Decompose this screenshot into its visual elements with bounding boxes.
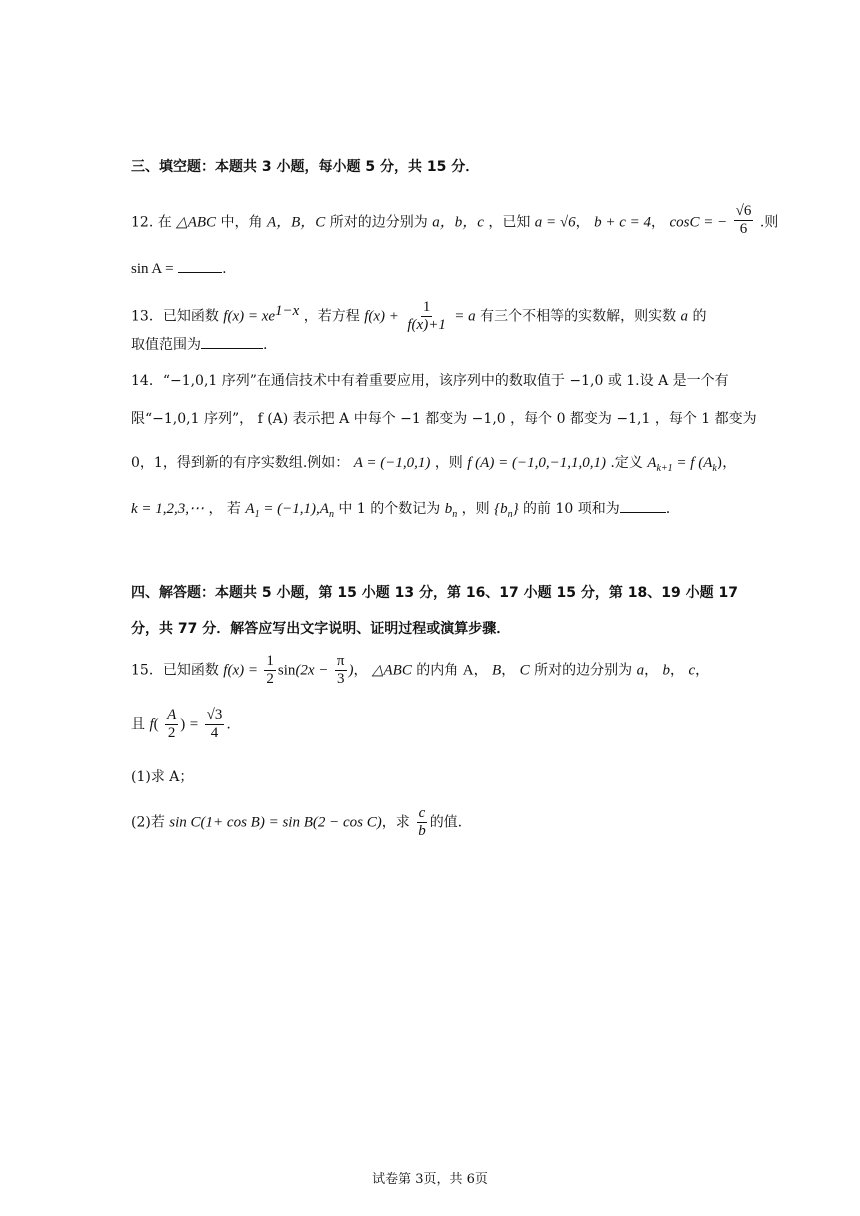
q14-count-text: 中 1 的个数记为 (338, 501, 441, 517)
q12-cos-fraction (734, 204, 754, 237)
q15-angle-a: A (462, 662, 474, 679)
q13-end: . (263, 337, 268, 353)
question-13-line-2 (131, 338, 267, 352)
q13-lead: 13．已知函数 (131, 308, 219, 325)
q14-example-a: A = (−1,0,1) (353, 455, 431, 471)
question-15-part-2 (131, 806, 462, 839)
q14-l3-define: .定义 (610, 455, 643, 471)
q14-sum-text: 的前 10 项和为 (523, 501, 620, 517)
q12-cond-cos-left: cosC = − (669, 214, 728, 231)
q12-sides: a，b，c (432, 214, 484, 231)
q14-bn-seq: $\{b_n\}$ (494, 501, 519, 520)
q12-text3: ，已知 (488, 214, 531, 231)
section-4-heading-line-1: 四、解答题：本题共 5 小题，第 15 小题 13 分，第 16、17 小题 15 分，第 18、19 小题 17 (131, 585, 738, 601)
q15-lead: 15．已知函数 (131, 662, 219, 679)
q14-example-fa: f (A) = (−1,0,−1,1,0,1) (467, 455, 606, 471)
question-14-line-4 (131, 502, 670, 520)
q14-recurrence: $A_{k+1} = f$ ($A_k$ (647, 455, 717, 474)
q14-k-range: k = 1,2,3,⋯ (131, 501, 205, 517)
q13-func-exp: 1−x (275, 302, 300, 319)
q14-bn: $b_n$ (444, 501, 458, 520)
q13-eq-left: f(x) + (364, 308, 399, 325)
q14-a1: $A_1 = (-1,1),A_n$ (245, 501, 334, 520)
q12-text2: 所对的边分别为 (329, 214, 428, 231)
q15-side-a: a (636, 662, 645, 679)
q15-angle-b: B (492, 662, 502, 679)
q14-l3-text: 0，1，得到新的有序实数组.例如： (131, 455, 350, 471)
section-4-heading-line-2: 分，共 77 分．解答应写出文字说明、证明过程或演算步骤． (131, 621, 511, 637)
question-14-line-1: 14．“−1,0,1 序列”在通信技术中有着重要应用，该序列中的数取值于 −1,0 或 1.设 A 是一个有 (131, 373, 729, 389)
q15-arg-right: ) (348, 662, 354, 679)
q13-eq-right: = a (454, 308, 476, 325)
q12-cond-a: a = √6 (534, 214, 576, 231)
q12-cos-den: 6 (739, 221, 748, 237)
question-15-condition: 且 f( $\frac{A}{2}$ ) = $\frac{√3}{4}$ . (131, 707, 231, 741)
section-3-heading: 三、填空题：本题共 3 小题，每小题 5 分，共 15 分． (131, 159, 480, 175)
q14-end: . (665, 501, 671, 517)
q15-p2-equation: sin C(1+ cos B) = sin B(2 − cos C) (169, 814, 382, 831)
q12-lead: 12. 在 (131, 214, 172, 231)
q15-f-left: f(x) = (223, 662, 258, 679)
q13-text1: ，若方程 (303, 308, 360, 325)
q13-text3: 的 (692, 308, 707, 325)
question-13-line-1 (131, 300, 707, 333)
q13-var: a (680, 308, 689, 325)
q14-then: ，则 (461, 501, 490, 517)
page-footer: 试卷第 3页，共 6页 (372, 1172, 488, 1187)
q14-answer-blank[interactable] (620, 511, 666, 513)
q15-half-fraction: $\frac{1}{2}$ (266, 653, 274, 687)
q12-end: . (222, 261, 227, 277)
question-14-line-3 (131, 456, 736, 474)
q15-cond-arg-fraction: $\frac{A}{2}$ (167, 707, 177, 741)
q12-text1: 中，角 (220, 214, 263, 231)
q15-side-b: b (662, 662, 671, 679)
q12-text4: .则 (759, 214, 779, 231)
question-15-line-1: 15．已知函数 f(x) = $\frac{1}{2}$ sin(2x − $\frac{\pi}{3}$ )， △ABC 的内角 A， B， C 所对的边分别为 a， b， c， (131, 653, 710, 687)
q12-answer-blank[interactable] (178, 271, 222, 273)
q15-arg-left: (2x − (295, 662, 329, 679)
q13-func: f(x) = xe (223, 308, 276, 325)
q15-sin: sin (277, 662, 296, 679)
q15-p2-fraction: $\frac{c}{b}$ (418, 805, 426, 839)
q15-triangle: △ABC (371, 662, 412, 679)
q15-angle-c: C (519, 662, 530, 679)
q13-eq-fraction (405, 300, 447, 333)
q15-cond-value-fraction: $\frac{√3}{4}$ (206, 707, 223, 741)
q13-eq-den: f(x)+1 (407, 317, 446, 333)
q14-if: ， 若 (208, 501, 241, 517)
q12-cos-num: √6 (735, 203, 752, 219)
question-12-line-1: 12. 在 △ABC 中，角 A，B，C 所对的边分别为 a，b，c ，已知 a = √6， b + c = 4， cosC = − $\frac{√6}{6}$ .则 (131, 203, 779, 237)
q12-angles: A，B，C (266, 214, 326, 231)
question-12-line-2 (131, 262, 227, 277)
q14-l3-then: ，则 (434, 455, 463, 471)
q15-p2-mid: ，求 (381, 814, 410, 831)
q13-eq-num: 1 (422, 299, 431, 315)
question-14-line-2: 限“−1,0,1 序列”， f (A) 表示把 A 中每个 −1 都变为 −1,0 ，每个 0 都变为 −1,1 ，每个 1 都变为 (131, 411, 757, 427)
q13-line2: 取值范围为 (131, 337, 201, 353)
q15-p2-end: 的值. (429, 814, 463, 831)
q15-p2-lead: (2)若 (131, 814, 165, 831)
q15-cond-lead: 且 (131, 716, 145, 733)
q15-side-c: c (688, 662, 696, 679)
q12-triangle: △ABC (176, 214, 217, 231)
q12-ask: sin A = (131, 261, 174, 277)
q13-answer-blank[interactable] (201, 347, 263, 349)
q15-pi-fraction: $\frac{\pi}{3}$ (336, 653, 345, 687)
q14-l3-end: )， (716, 455, 737, 471)
q12-cond-bc: b + c = 4 (594, 214, 651, 231)
question-15-part-1: (1)求 A； (131, 769, 194, 785)
q13-text2: 有三个不相等的实数解，则实数 (480, 308, 677, 325)
